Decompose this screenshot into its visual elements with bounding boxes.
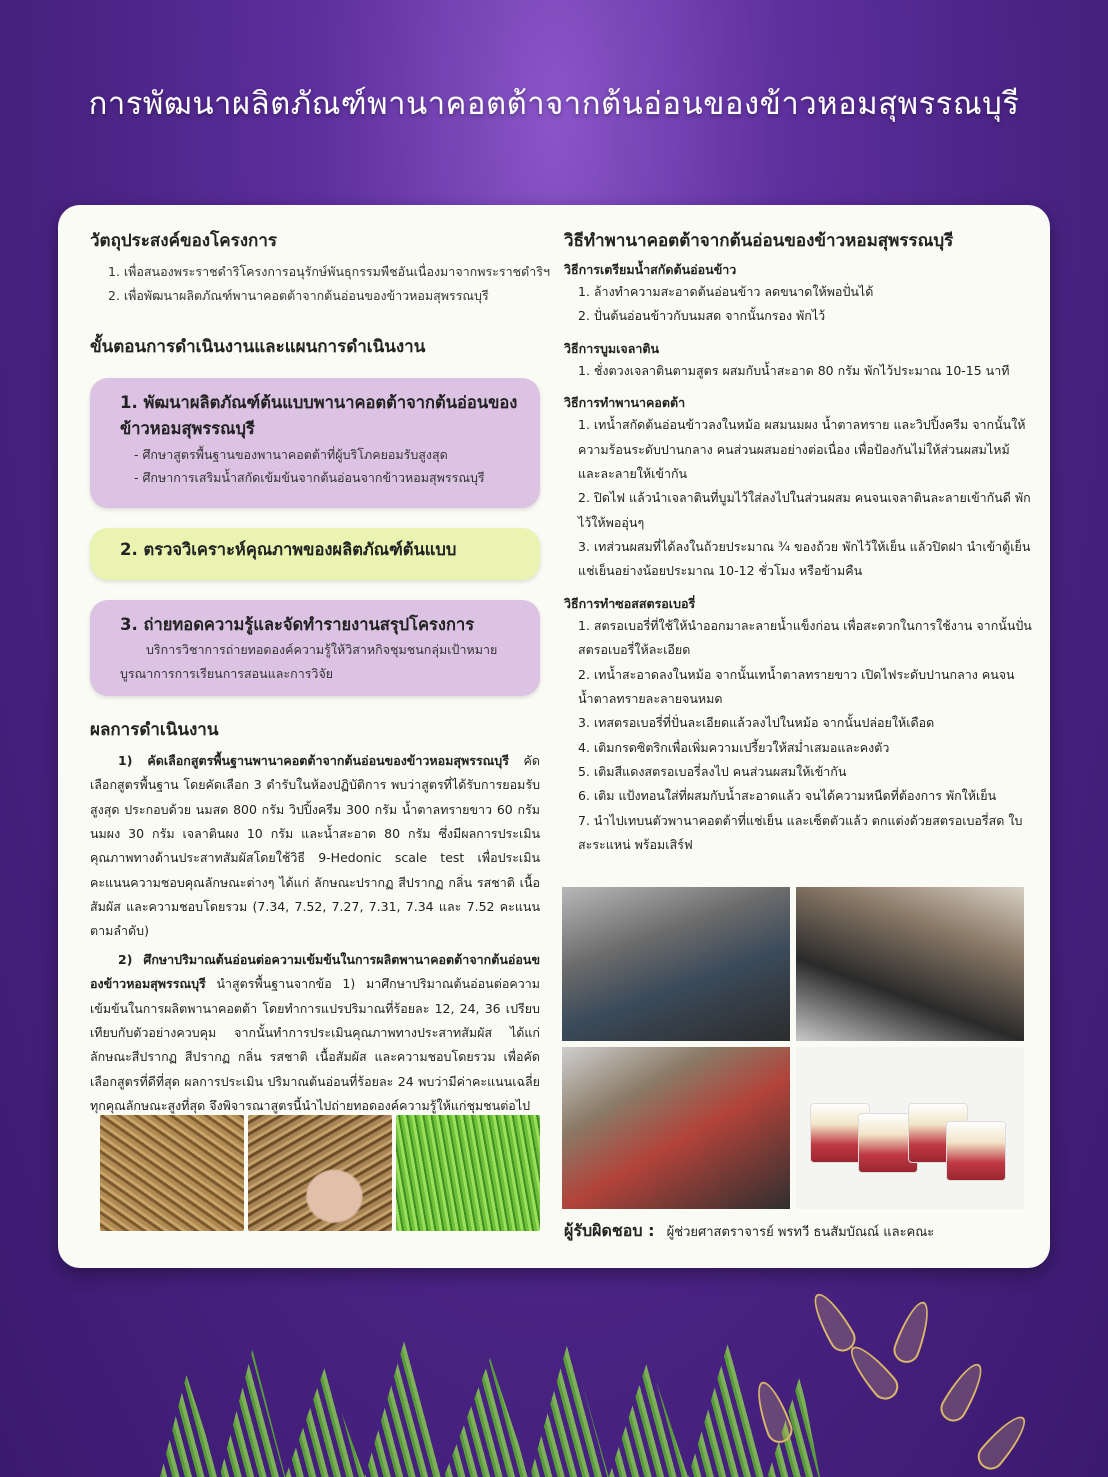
- panna-cotta-cup-icon: [946, 1121, 1006, 1181]
- step-box-3: [90, 600, 540, 696]
- objectives-heading: วัตถุประสงค์ของโครงการ: [90, 231, 278, 251]
- method-item: 1. ล้างทำความสะอาดต้นอ่อนข้าว ลดขนาดให้พอปั่นได้: [578, 284, 874, 299]
- method-item: 3. เทส่วนผสมที่ได้ลงในถ้วยประมาณ ¾ ของถ้วย พักไว้ให้เย็น แล้วปิดฝา นำเข้าตู้เย็น แช่เย็นอย่างน้อยประมาณ 10-12 ชั่วโมง หรือข้ามคืน: [578, 539, 1031, 579]
- method-section-2-list: [564, 359, 1034, 383]
- results-paragraph-2: [90, 948, 540, 1119]
- rice-photo-strip: [100, 1115, 540, 1231]
- community-group-photo: [562, 1047, 790, 1209]
- responsible-name: ผู้ช่วยศาสตราจารย์ พรทวี ธนสัมบัณณ์ และคณะ: [666, 1225, 935, 1240]
- results-2-text: นำสูตรพื้นฐานจากข้อ 1) มาศึกษาปริมาณต้นอ่อนต่อความเข้มข้นในการผลิตพานาคอตต้า โดยทำการแปรปริมาณที่ร้อยละ 12, 24, 36 เปรียบเทียบกับตัวอย่างควบคุม จากนั้นทำการประเมินคุณภาพทางประสาทสัมผัส ได้แก่ ลักษณะสีปรากฏ สีปรากฏ กลิ่น รสชาติ เนื้อสัมผัส และความชอบโดยรวม เพื่อคัดเลือกสูตรที่ดีที่สุด ผลการประเมิน ปริมาณต้นอ่อนที่ร้อยละ 24 พบว่ามีค่าคะแนนเฉลี่ยทุกคุณลักษณะสูงที่สุด จึงพิจารณาสูตรนี้นำไปถ่ายทอดองค์ความรู้ให้แก่ชุมชนต่อไป: [90, 976, 540, 1113]
- objective-item: 2. เพื่อพัฒนาผลิตภัณฑ์พานาคอตต้าจากต้นอ่อนของข้าวหอมสุพรรณบุรี: [108, 288, 489, 304]
- sprouting-rice-hand-photo: [248, 1115, 392, 1231]
- chef-demonstration-photo: [562, 887, 790, 1041]
- results-1-heading: 1) คัดเลือกสูตรพื้นฐานพานาคอตต้าจากต้นอ่อนของข้าวหอมสุพรรณบุรี: [118, 752, 509, 768]
- panna-cotta-product-photo: [796, 1047, 1024, 1209]
- method-section-2-title: วิธีการบูมเจลาติน: [564, 340, 660, 356]
- method-heading: วิธีทำพานาคอตต้าจากต้นอ่อนของข้าวหอมสุพรรณบุรี: [564, 231, 954, 251]
- method-item: 6. เติม แป้งทอนใส่ที่ผสมกับน้ำสะอาดแล้ว จนได้ความหนืดที่ต้องการ พักให้เย็น: [578, 788, 997, 804]
- method-section-4-list: [564, 614, 1034, 858]
- step-3-sublist: [120, 638, 522, 686]
- step-1-sub-item: - ศึกษาสูตรพื้นฐานของพานาคอตต้าที่ผู้บริโภคยอมรับสูงสุด: [134, 446, 448, 462]
- responsible-label: ผู้รับผิดชอบ :: [564, 1221, 655, 1240]
- rice-seed-photo: [100, 1115, 244, 1231]
- responsible-line: [564, 1219, 934, 1244]
- step-2-title: 2. ตรวจวิเคราะห์คุณภาพของผลิตภัณฑ์ต้นแบบ: [120, 539, 457, 559]
- step-box-1: [90, 378, 540, 508]
- method-item: 3. เทสตรอเบอรี่ที่ปั่นละเอียดแล้วลงไปในหม้อ จากนั้นปล่อยให้เดือด: [578, 715, 935, 731]
- step-1-sub-item: - ศึกษาการเสริมน้ำสกัดเข้มข้นจากต้นอ่อนจากข้าวหอมสุพรรณบุรี: [134, 470, 485, 486]
- method-section-1-title: วิธีการเตรียมน้ำสกัดต้นอ่อนข้าว: [564, 262, 737, 277]
- method-item: 4. เติมกรดซิตริกเพื่อเพิ่มความเปรี้ยวให้สม่ำเสมอและคงตัว: [578, 739, 890, 755]
- step-3-title: 3. ถ่ายทอดความรู้และจัดทำรายงานสรุปโครงการ: [120, 614, 475, 634]
- objective-item: 1. เพื่อสนองพระราชดำริโครงการอนุรักษ์พันธุกรรมพืชอันเนื่องมาจากพระราชดำริฯ: [108, 264, 550, 279]
- method-section-4-title: วิธีการทำซอสสตรอเบอรี่: [564, 595, 696, 611]
- content-card: [58, 205, 1050, 1268]
- method-section-1-list: [564, 280, 1034, 329]
- step-1-title: 1. พัฒนาผลิตภัณฑ์ต้นแบบพานาคอตต้าจากต้นอ่อนของข้าวหอมสุพรรณบุรี: [120, 392, 518, 439]
- step-box-2: [90, 528, 540, 580]
- rice-seedling-tray-photo: [396, 1115, 540, 1231]
- objectives-list: [108, 260, 550, 309]
- rice-grain-ornament-icon: [806, 1288, 861, 1356]
- method-item: 1. สตรอเบอรี่ที่ใช้ให้นำออกมาละลายน้ำแข็งก่อน เพื่อสะดวกในการใช้งาน จากนั้นปั่นสตรอเบอรี่ให้ละเอียด: [578, 617, 1032, 658]
- rice-grain-ornament-icon: [936, 1358, 991, 1426]
- method-item: 7. นำไปเทบนตัวพานาคอตต้าที่แช่เย็น และเซ็ตตัวแล้ว ตกแต่งด้วยสตรอเบอรี่สด ใบสะระแหน่ พร้อมเสิร์ฟ: [578, 812, 1023, 853]
- method-item: 2. เทน้ำสะอาดลงในหม้อ จากนั้นเทน้ำตาลทรายขาว เปิดไฟระดับปานกลาง คนจนน้ำตาลทรายละลายจนหมด: [578, 666, 1015, 706]
- results-heading: ผลการดำเนินงาน: [90, 719, 219, 740]
- rice-grain-ornament-icon: [890, 1297, 936, 1366]
- poster-title: การพัฒนาผลิตภัณฑ์พานาคอตต้าจากต้นอ่อนของข้าวหอมสุพรรณบุรี: [88, 86, 1020, 122]
- activity-photo-grid: [562, 887, 1024, 1209]
- results-2-heading: 2) ศึกษาปริมาณต้นอ่อนต่อความเข้มข้นในการผลิตพานาคอตต้าจากต้นอ่อนของข้าวหอมสุพรรณบุรี: [90, 951, 540, 992]
- step-3-sub-item: บูรณาการการเรียนการสอนและการวิจัย: [120, 665, 334, 681]
- rice-grain-ornament-icon: [972, 1409, 1033, 1475]
- method-item: 2. ปั่นต้นอ่อนข้าวกับนมสด จากนั้นกรอง พักไว้: [578, 308, 826, 324]
- method-section-3-list: [564, 413, 1034, 584]
- method-item: 2. ปิดไฟ แล้วนำเจลาตินที่บูมไว้ใส่ลงไปในส่วนผสม คนจนเจลาตินละลายเข้ากันดี พักไว้ให้พออุ่นๆ: [578, 490, 1031, 530]
- step-3-sub-item: บริการวิชาการถ่ายทอดองค์ความรู้ให้วิสาหกิจชุมชนกลุ่มเป้าหมาย: [146, 642, 498, 658]
- grass-decoration: [160, 1307, 820, 1477]
- method-section-3-title: วิธีการทำพานาคอตต้า: [564, 395, 686, 411]
- results-paragraph-1: [90, 749, 540, 944]
- method-item: 5. เติมสีแดงสตรอเบอรี่ลงไป คนส่วนผสมให้เข้ากัน: [578, 764, 847, 779]
- chefs-presentation-photo: [796, 887, 1024, 1041]
- step-1-sublist: [120, 443, 522, 491]
- right-column: [564, 227, 1034, 858]
- steps-heading: ขั้นตอนการดำเนินงานและแผนการดำเนินงาน: [90, 336, 426, 357]
- method-item: 1. เทน้ำสกัดต้นอ่อนข้าวลงในหม้อ ผสมนมผง น้ำตาลทราย และวิปปิ้งครีม จากนั้นให้ความร้อนระดับปานกลาง คนส่วนผสมอย่างต่อเนื่อง เพื่อป้องกันไม่ให้ส่วนผสมไหม้ และละลายให้เข้ากัน: [578, 417, 1026, 481]
- results-1-text: คัดเลือกสูตรพื้นฐาน โดยคัดเลือก 3 ตำรับในห้องปฏิบัติการ พบว่าสูตรที่ได้รับการยอมรับสูงสุด ประกอบด้วย นมสด 800 กรัม วิปปิ้งครีม 300 กรัม น้ำตาลทรายขาว 60 กรัม นมผง 30 กรัม เจลาตินผง 10 กรัม และน้ำสะอาด 80 กรัม ซึ่งมีผลการประเมินคุณภาพทางด้านประสาทสัมผัสโดยใช้วิธี 9-Hedonic scale test เพื่อประเมินคะแนนความชอบคุณลักษณะต่างๆ ได้แก่ ลักษณะปรากฏ สีปรากฏ กลิ่น รสชาติ เนื้อสัมผัส และความชอบโดยรวม (7.34, 7.52, 7.27, 7.31, 7.34 และ 7.52 คะแนน ตามลำดับ): [90, 752, 540, 939]
- method-item: 1. ชั่งตวงเจลาตินตามสูตร ผสมกับน้ำสะอาด 80 กรัม พักไว้ประมาณ 10-15 นาที: [578, 362, 1010, 378]
- left-column: [90, 227, 550, 1118]
